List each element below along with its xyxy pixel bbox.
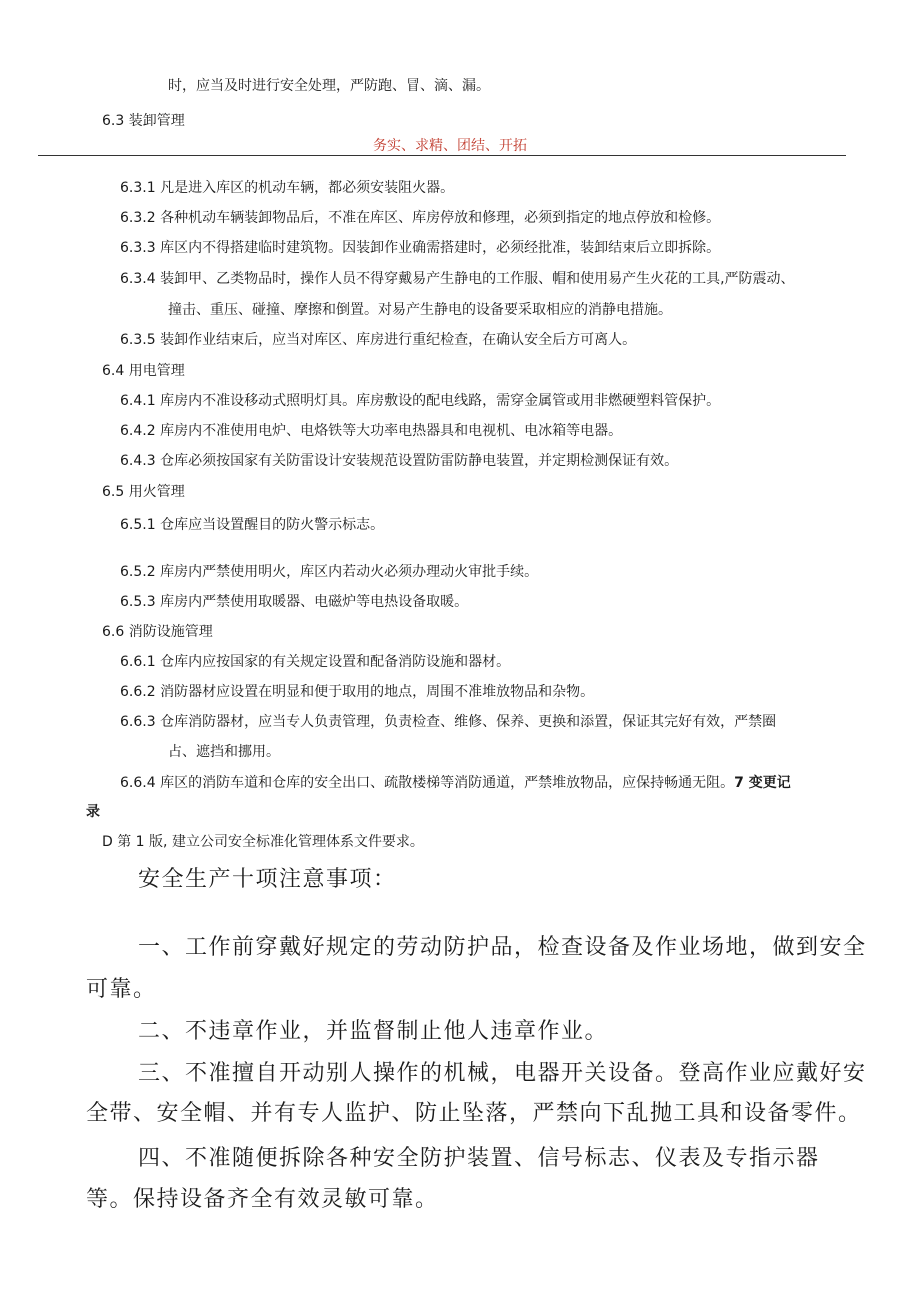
clause-6-6-4 [120, 774, 791, 792]
clause-6-6-3-cont: 占、遮挡和挪用。 [168, 744, 280, 760]
clause-6-5-1: 6.5.1 仓库应当设置醒目的防火警示标志。 [120, 517, 385, 533]
clause-6-6-2: 6.6.2 消防器材应设置在明显和便于取用的地点，周围不准堆放物品和杂物。 [120, 684, 595, 700]
clause-6-3-1: 6.3.1 凡是进入库区的机动车辆，都必须安装阻火器。 [120, 180, 455, 196]
clause-6-3-2: 6.3.2 各种机动车辆装卸物品后，不准在库区、库房停放和修理，必须到指定的地点停放和检修。 [120, 210, 721, 226]
clause-6-3-4-cont: 撞击、重压、碰撞、摩擦和倒置。对易产生静电的设备要采取相应的消静电措施。 [168, 302, 672, 318]
clause-6-4-2: 6.4.2 库房内不准使用电炉、电烙铁等大功率电热器具和电视机、电冰箱等电器。 [120, 423, 623, 439]
section-heading-7-cont: 录 [86, 804, 100, 820]
header-motto: 务实、求精、团结、开拓 [373, 138, 527, 154]
clause-6-3-4: 6.3.4 装卸甲、乙类物品时，操作人员不得穿戴易产生静电的工作服、帽和使用易产生火花的工具,严防震动、 [120, 271, 795, 287]
clause-6-5-2: 6.5.2 库房内严禁使用明火，库区内若动火必须办理动火审批手续。 [120, 564, 539, 580]
clause-6-6-4-text: 6.6.4 库区的消防车道和仓库的安全出口、疏散楼梯等消防通道，严禁堆放物品，应保持畅通无阻。 [120, 775, 735, 791]
clause-6-3-5: 6.3.5 装卸作业结束后，应当对库区、库房进行重纪检查，在确认安全后方可离人。 [120, 332, 637, 348]
notice-item-3: 三、不准擅自开动别人操作的机械，电器开关设备。登高作业应戴好安 [138, 1061, 867, 1086]
notice-item-1: 一、工作前穿戴好规定的劳动防护品，检查设备及作业场地，做到安全 [138, 935, 867, 960]
change-record-entry: D 第 1 版, 建立公司安全标准化管理体系文件要求。 [102, 834, 424, 850]
section-heading-7: 7 变更记 [734, 775, 791, 791]
notice-title: 安全生产十项注意事项： [138, 867, 397, 892]
continuation-line: 时，应当及时进行安全处理，严防跑、冒、滴、漏。 [168, 78, 490, 94]
clause-6-3-3: 6.3.3 库区内不得搭建临时建筑物。因装卸作业确需搭建时，必须经批准，装卸结束后立即拆除。 [120, 240, 721, 256]
notice-item-1-cont: 可靠。 [86, 977, 157, 1002]
clause-6-5-3: 6.5.3 库房内严禁使用取暖器、电磁炉等电热设备取暖。 [120, 594, 469, 610]
section-heading-6-5: 6.5 用火管理 [102, 484, 185, 500]
section-heading-6-6: 6.6 消防设施管理 [102, 624, 213, 640]
clause-6-6-1: 6.6.1 仓库内应按国家的有关规定设置和配备消防设施和器材。 [120, 654, 511, 670]
section-heading-6-4: 6.4 用电管理 [102, 363, 185, 379]
section-heading-6-3: 6.3 装卸管理 [102, 113, 185, 129]
clause-6-6-3: 6.6.3 仓库消防器材，应当专人负责管理，负责检查、维修、保养、更换和添置，保证其完好有效，严禁圈 [120, 714, 777, 730]
notice-item-4: 四、不准随便拆除各种安全防护装置、信号标志、仪表及专指示器 [138, 1146, 820, 1171]
clause-6-4-1: 6.4.1 库房内不准设移动式照明灯具。库房敷设的配电线路，需穿金属管或用非燃硬塑料管保护。 [120, 393, 721, 409]
clause-6-4-3: 6.4.3 仓库必须按国家有关防雷设计安装规范设置防雷防静电装置，并定期检测保证有效。 [120, 453, 679, 469]
header-divider [38, 155, 846, 156]
notice-item-2: 二、不违章作业，并监督制止他人违章作业。 [138, 1019, 609, 1044]
notice-item-3-cont: 全带、安全帽、并有专人监护、防止坠落，严禁向下乱抛工具和设备零件。 [86, 1101, 862, 1126]
notice-item-4-cont: 等。保持设备齐全有效灵敏可靠。 [86, 1187, 439, 1212]
